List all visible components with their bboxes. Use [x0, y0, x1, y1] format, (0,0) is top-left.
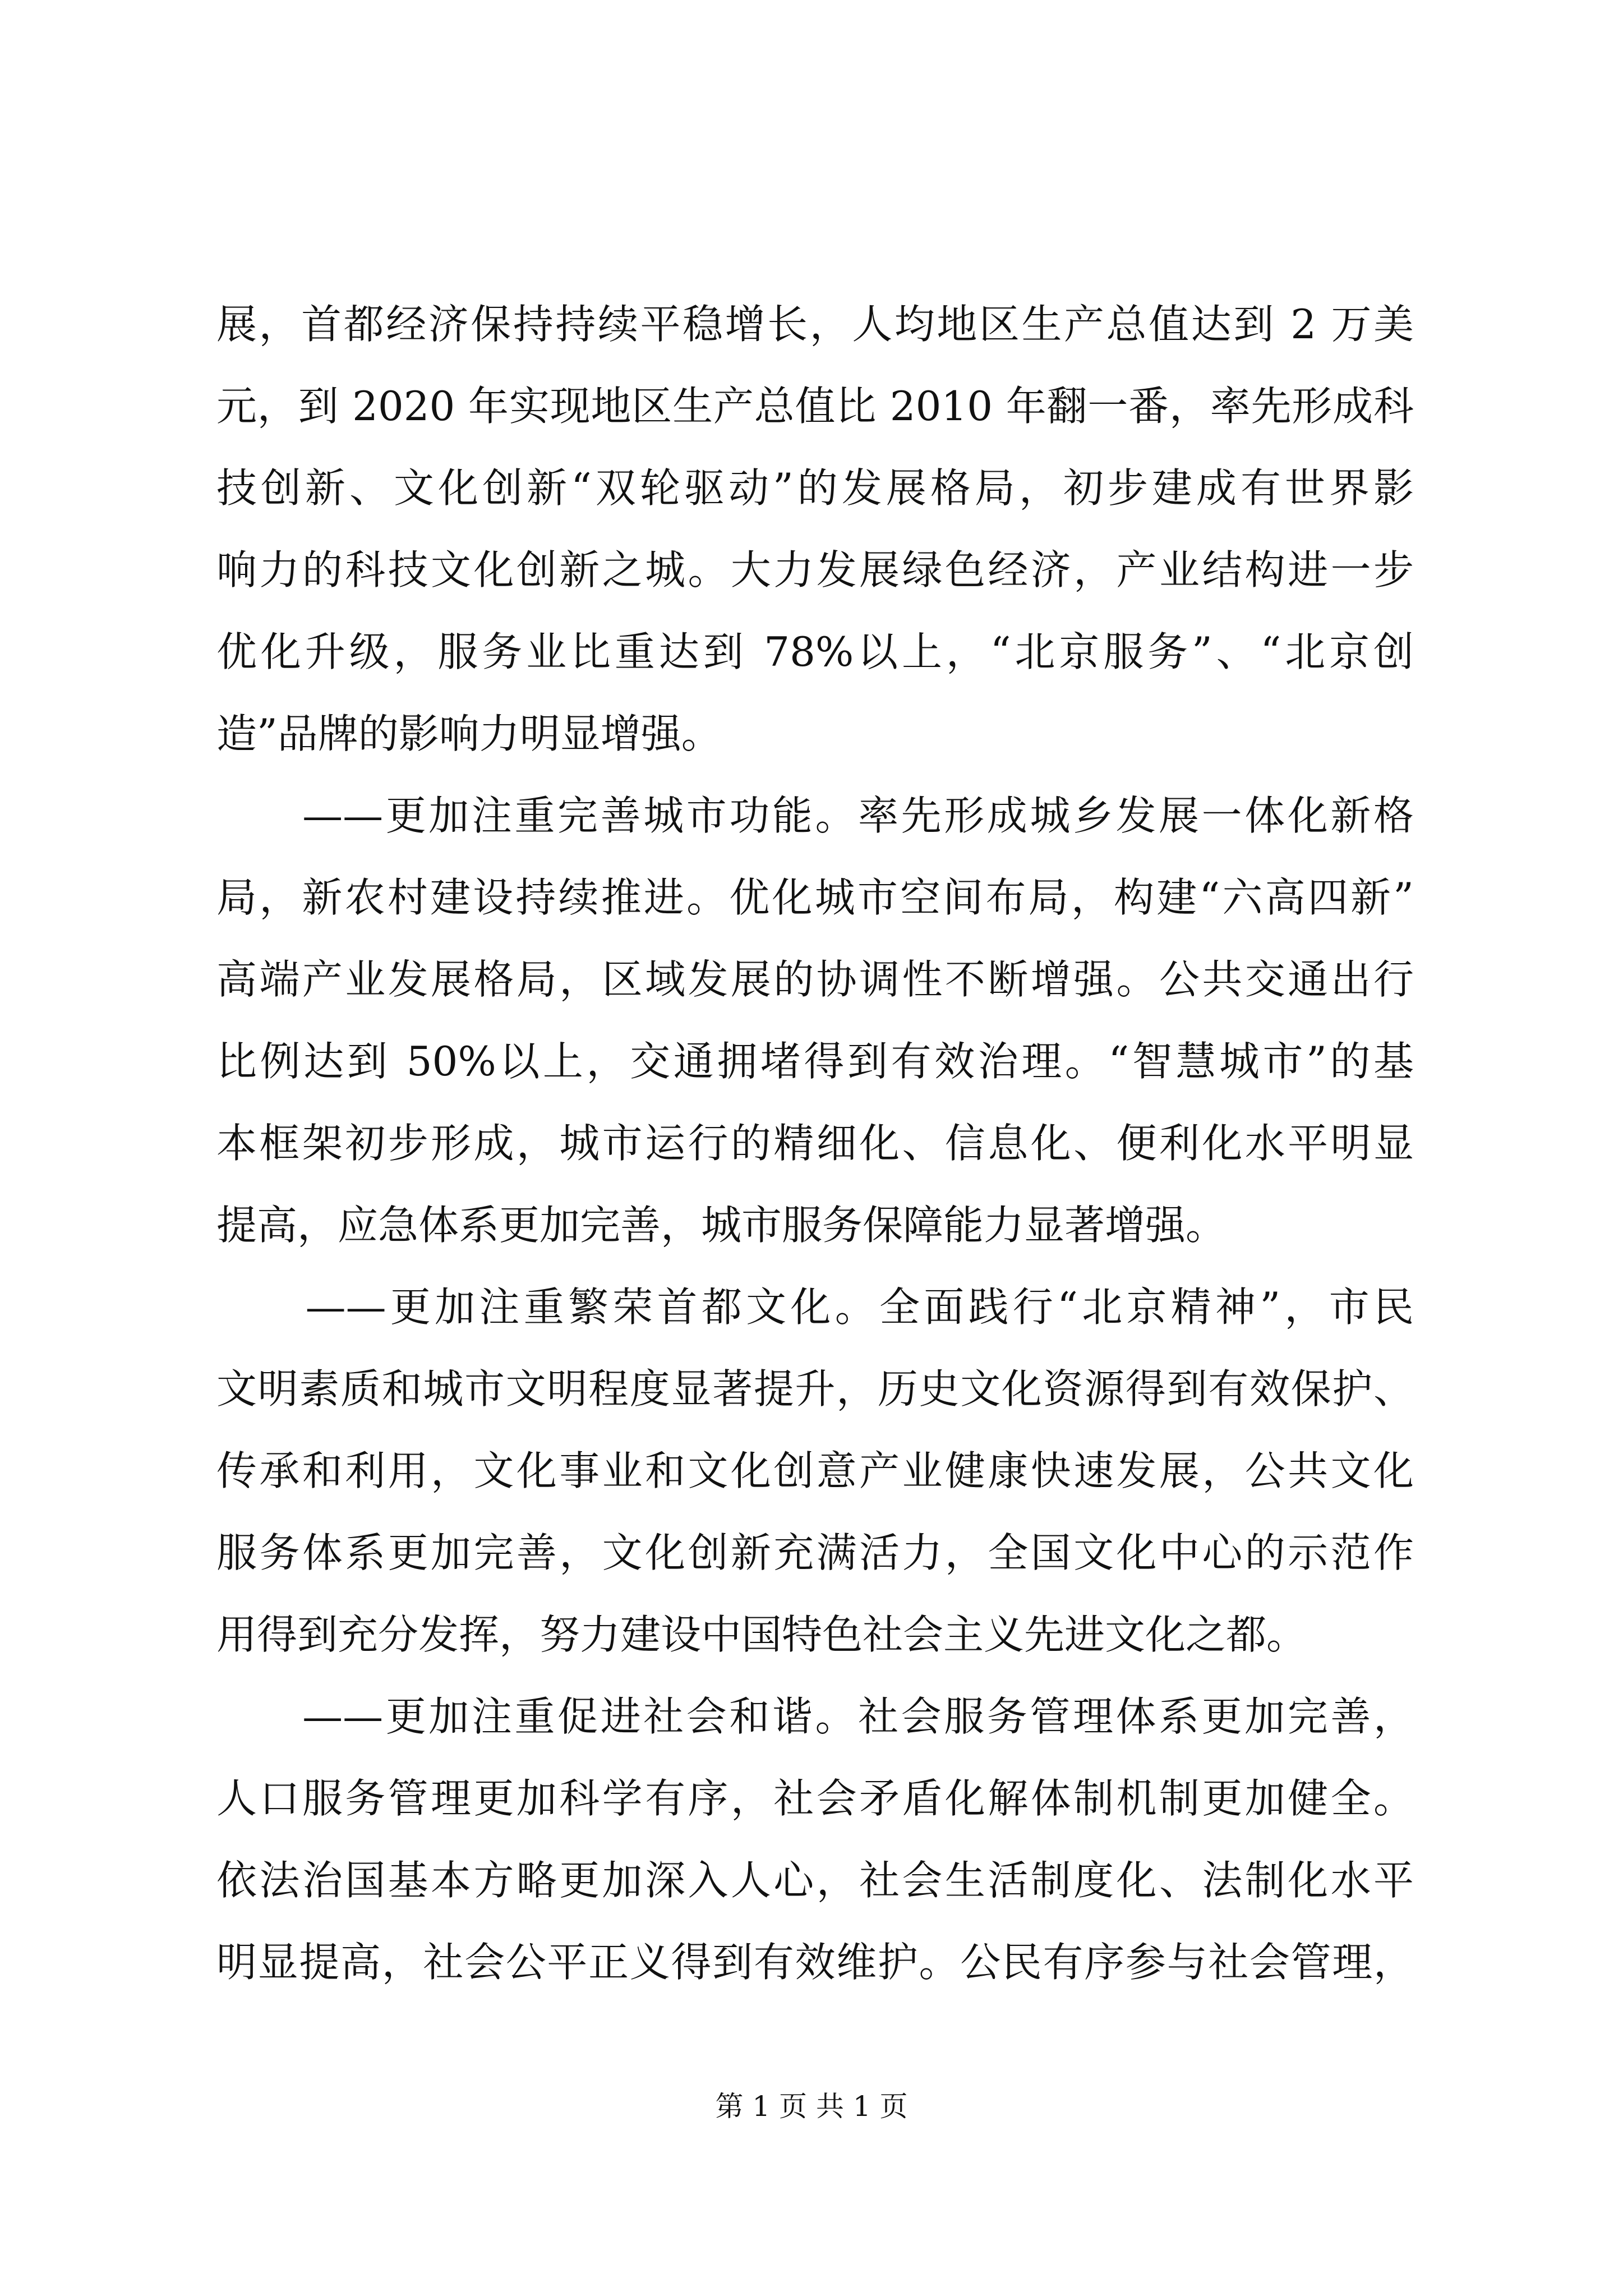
text-line: 明显提高，社会公平正义得到有效维护。公民有序参与社会管理， [216, 1939, 1414, 1986]
text-line: 局，新农村建设持续推进。优化城市空间布局，构建“六高四新” [216, 874, 1414, 921]
text-line: 响力的科技文化创新之城。大力发展绿色经济，产业结构进一步 [216, 546, 1414, 593]
text-line: 技创新、文化创新“双轮驱动”的发展格局，初步建成有世界影 [216, 464, 1414, 512]
text-line: 依法治国基本方略更加深入人心，社会生活制度化、法制化水平 [216, 1857, 1414, 1904]
text-line: 优化升级，服务业比重达到 78%以上，“北京服务”、“北京创 [216, 628, 1414, 675]
text-line: 本框架初步形成，城市运行的精细化、信息化、便利化水平明显 [216, 1120, 1414, 1167]
text-line: 用得到充分发挥，努力建设中国特色社会主义先进文化之都。 [216, 1611, 1307, 1658]
text-line: ——更加注重繁荣首都文化。全面践行“北京精神”，市民 [216, 1283, 1414, 1331]
text-line: 传承和利用，文化事业和文化创意产业健康快速发展，公共文化 [216, 1447, 1414, 1494]
text-line: ——更加注重完善城市功能。率先形成城乡发展一体化新格 [216, 792, 1414, 839]
page-footer: 第 1 页 共 1 页 [715, 2090, 908, 2123]
text-line: 展，首都经济保持持续平稳增长，人均地区生产总值达到 2 万美 [216, 301, 1414, 348]
text-line: 提高，应急体系更加完善，城市服务保障能力显著增强。 [216, 1202, 1227, 1249]
text-line: 比例达到 50%以上，交通拥堵得到有效治理。“智慧城市”的基 [216, 1038, 1414, 1085]
text-line: ——更加注重促进社会和谐。社会服务管理体系更加完善， [216, 1693, 1414, 1740]
text-line: 高端产业发展格局，区域发展的协调性不断增强。公共交通出行 [216, 956, 1414, 1003]
text-line: 服务体系更加完善，文化创新充满活力，全国文化中心的示范作 [216, 1529, 1414, 1576]
text-line: 文明素质和城市文明程度显著提升，历史文化资源得到有效保护、 [216, 1365, 1414, 1412]
text-line: 人口服务管理更加科学有序，社会矛盾化解体制机制更加健全。 [216, 1775, 1414, 1822]
body-text [216, 283, 1414, 2003]
text-line: 元，到 2020 年实现地区生产总值比 2010 年翻一番，率先形成科 [216, 383, 1414, 430]
text-line: 造”品牌的影响力明显增强。 [216, 710, 722, 757]
